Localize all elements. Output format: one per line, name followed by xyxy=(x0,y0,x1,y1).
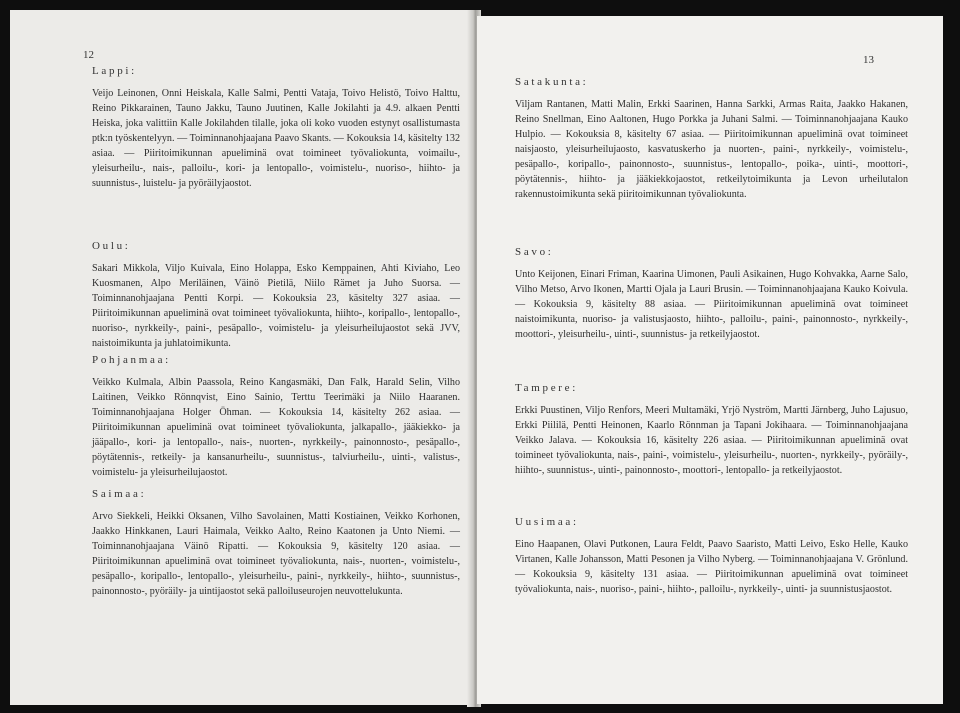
district-text: Erkki Puustinen, Viljo Renfors, Meeri Multamäki, Yrjö Nyström, Martti Järnberg, Juho Lajusuo, Erkki Piililä, Pentti Heinonen, Kaarlo Rönnman ja Tapani Jokihaara. — Toiminnanohjaajana Veikko Jalava. — Kokouksia 16, käsitelty 226 asiaa. — Piiritoimikunnan apueliminä ovat toimineet työvaliokunta, nais-, paini-, voimistelu-, yleisurheilu-, nuorten-, nyrkkeily-, pyöräily-, hiihto-, suunnistus-, uinti-, painonnosto-, moottori-, lentopallo- ja retkeilyjaostot. xyxy=(515,405,908,476)
district-heading: Oulu: xyxy=(92,240,131,252)
district-heading: Satakunta: xyxy=(515,76,589,88)
district-section-savo xyxy=(515,246,908,342)
district-text: Eino Haapanen, Olavi Putkonen, Laura Feldt, Paavo Saaristo, Matti Leivo, Esko Helle, Kauko Virtanen, Kalle Johansson, Matti Pesonen ja Vilho Nyberg. — Toiminnanohjaajana V. Grönlund. — Kokouksia 9, käsitelty 131 asiaa. — Piiritoimikunnan apueliminä ovat toimineet työvaliokunta, nais-, nuoriso-, paini-, hiihto-, palloilu-, nyrkkeily-, uinti- ja suunnistusjaostot. xyxy=(515,539,908,595)
district-text: Arvo Siekkeli, Heikki Oksanen, Vilho Savolainen, Matti Kostiainen, Veikko Korhonen, Jaakko Hinkkanen, Lauri Haimala, Veikko Aalto, Reino Kaatonen ja Unto Niemi. — Toiminnanohjaajana Väinö Ripatti. — Kokouksia 9, käsitelty 120 asiaa. — Piiritoimikunnan apueliminä ovat toimineet työvaliokunta, nais-, nuorten-, voimistelu-, pesäpallo-, koripallo-, lentopallo-, yleisurheilu-, paini-, nyrkkeily-, hiihto-, suunnistus-, painonnosto-, pyöräily- ja uintijaostot sekä palloiluseurojen neuvottelukunta. xyxy=(92,511,460,597)
district-section-lappi xyxy=(92,65,460,191)
district-heading: Uusimaa: xyxy=(515,516,579,528)
district-section-saimaa xyxy=(92,488,460,599)
district-section-satakunta xyxy=(515,76,908,202)
right-page xyxy=(477,16,943,704)
left-page xyxy=(10,10,472,705)
page-number: 12 xyxy=(83,49,94,61)
district-section-pohjanmaa xyxy=(92,354,460,480)
district-heading: Saimaa: xyxy=(92,488,147,500)
district-heading: Lappi: xyxy=(92,65,137,77)
district-heading: Tampere: xyxy=(515,382,578,394)
district-section-oulu xyxy=(92,240,460,351)
page-number: 13 xyxy=(863,54,874,66)
district-text: Veikko Kulmala, Albin Paassola, Reino Kangasmäki, Dan Falk, Harald Selin, Vilho Laitinen, Veikko Rönnqvist, Eino Sainio, Terttu Teerimäki ja Niilo Haaranen. Toiminnanohjaajana Holger Öhman. — Kokouksia 14, käsitelty 262 asiaa. — Piiritoimikunnan apueliminä ovat toimineet työvaliokunta, jalkapallo-, jääkiekko- ja jääpallo-, kori- ja lentopallo-, nais-, nuorten-, nyrkkeily-, painonnosto-, pesäpallo-, pöytätennis-, retkeily- ja kansanurheilu-, suunnistus-, talviurheilu-, uinti-, valistus-, voimistelu- ja yleisurheilujaostot. xyxy=(92,377,460,478)
district-heading: Savo: xyxy=(515,246,554,258)
district-text: Viljam Rantanen, Matti Malin, Erkki Saarinen, Hanna Sarkki, Armas Raita, Jaakko Hakanen, Reino Snellman, Eino Aaltonen, Hugo Porkka ja Juhani Salmi. — Toiminnanohjaajana Kauko Hulpio. — Kokouksia 8, käsitelty 67 asiaa. — Piiritoimikunnan apueliminä ovat toimineet naisjaosto, yleisurheilujaosto, kasvatuskerho ja nuorten-, paini-, nyrkkeily-, voimistelu-, pesäpallo-, koripallo-, painonnosto-, suunnistus-, lentopallo-, poika-, uinti-, moottori-, pöytätennis-, hiihto- ja jääkiekkojaostot, retkeilytoimikunta ja Levon urheilutalon rakennustoimikunta sekä piiritoimikunnan työvaliokunta. xyxy=(515,99,908,200)
district-text: Sakari Mikkola, Viljo Kuivala, Eino Holappa, Esko Kemppainen, Ahti Kiviaho, Leo Kuosmanen, Alpo Meriläinen, Väinö Pietilä, Niilo Rämet ja Juho Suorsa. — Toiminnanohjaajana Pentti Korpi. — Kokouksia 23, käsitelty 327 asiaa. — Piiritoimikunnan apueliminä ovat toimineet työvaliokunta, hiihto-, koripallo-, lentopallo-, nuoriso-, nyrkkeily-, paini-, pesäpallo-, voimistelu- ja yleisurheilujaostot sekä JVV, naistoimikunta ja juhlatoimikunta. xyxy=(92,263,460,349)
district-text: Veijo Leinonen, Onni Heiskala, Kalle Salmi, Pentti Vataja, Toivo Helistö, Toivo Halttu, Reino Pikkarainen, Tauno Jakku, Tauno Juutinen, Kalle Jokilahti ja 4.9. alkaen Pentti Heiska, joka valittiin Kalle Jokilahden tilalle, joka oli koko vuoden estynyt osallistumasta ptk:n työskentelyyn. — Toiminnanohjaajana Paavo Skants. — Kokouksia 14, käsitelty 132 asiaa. — Piiritoimikunnan apueliminä ovat toimineet työvaliokunta, voimailu-, yleisurheilu-, nais-, palloilu-, kori- ja lentopallo-, voimistelu-, nuoriso-, hiihto- ja suunnistus-, luistelu- ja pyöräilyjaostot. xyxy=(92,88,460,189)
district-text: Unto Keijonen, Einari Friman, Kaarina Uimonen, Pauli Asikainen, Hugo Kohvakka, Aarne Salo, Vilho Metso, Arvo Ikonen, Martti Ojala ja Lauri Brusin. — Toiminnanohjaajana Kauko Koivula. — Kokouksia 9, käsitelty 88 asiaa. — Piiritoimikunnan apueliminä ovat toimineet naistoimikunta, nuoriso- ja valistusjaosto, hiihto-, palloilu-, paini-, painonnosto-, nyrkkeily-, moottori-, yleisurheilu-, uinti-, suunnistus- ja retkeilyjaostot. xyxy=(515,269,908,340)
district-section-tampere xyxy=(515,382,908,478)
district-heading: Pohjanmaa: xyxy=(92,354,171,366)
district-section-uusimaa xyxy=(515,516,908,597)
